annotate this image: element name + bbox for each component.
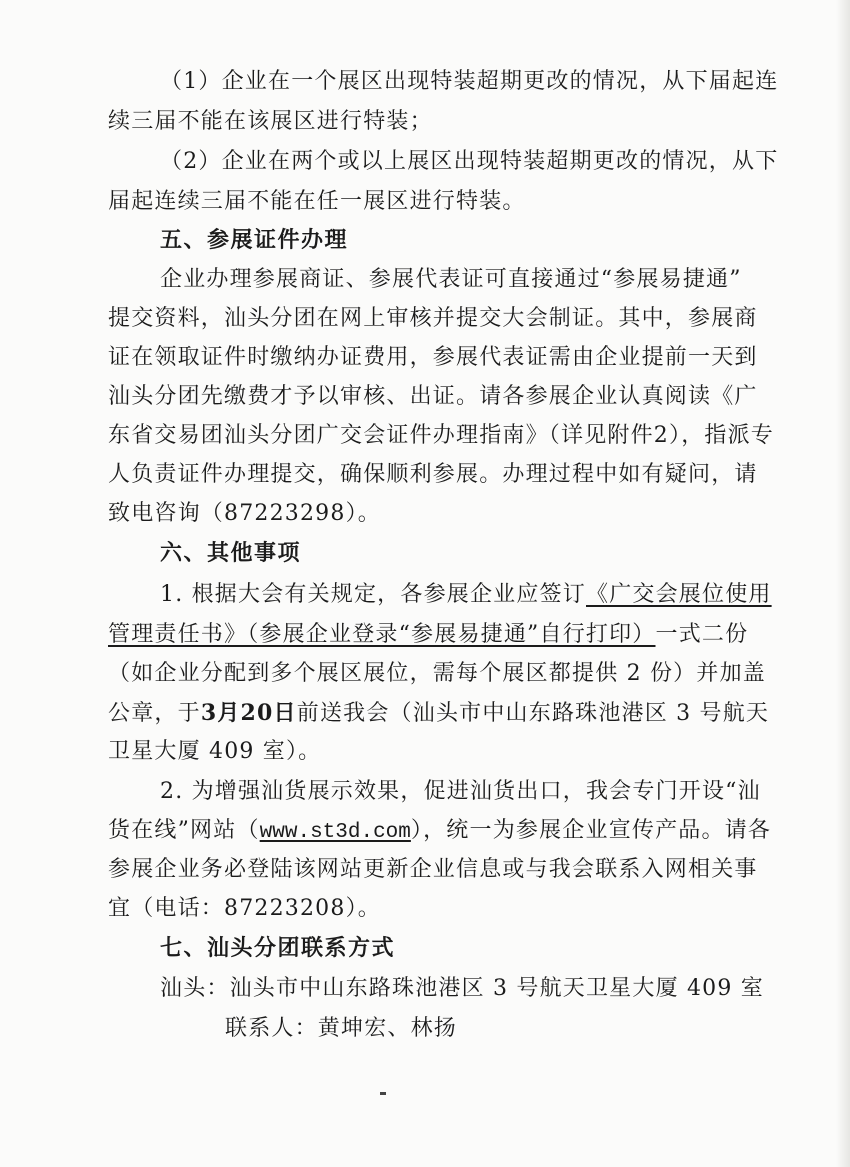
paragraph-line: 提交资料，汕头分团在网上审核并提交大会制证。其中，参展商 (108, 306, 758, 331)
paragraph-line (108, 816, 771, 848)
paragraph-line: 汕头分团先缴费才予以审核、出证。请各参展企业认真阅读《广 (108, 384, 758, 409)
paragraph-line: 卫星大厦 409 室）。 (108, 739, 322, 764)
paragraph-line: （如企业分配到多个展区展位，需每个展区都提供 2 份）并加盖 (108, 661, 766, 686)
text-segment: 1. 根据大会有关规定，各参展企业应签订 (160, 582, 586, 607)
paragraph-line: 参展企业务必登陆该网站更新企业信息或与我会联系入网相关事 (108, 857, 758, 882)
page-mark (380, 1092, 386, 1095)
paragraph-line: 届起连续三届不能在任一展区进行特装。 (108, 189, 526, 214)
contact-persons: 联系人：黄坤宏、林扬 (225, 1016, 458, 1041)
paragraph-line: （1）企业在一个展区出现特装超期更改的情况，从下届起连 (160, 69, 779, 94)
paragraph-line: 人负责证件办理提交，确保顺利参展。办理过程中如有疑问，请 (108, 462, 758, 487)
text-segment: 前送我会（汕头市中山东路珠池港区 3 号航天 (296, 701, 770, 726)
paragraph-line: 2. 为增强汕货展示效果，促进汕货出口，我会专门开设“汕 (160, 779, 761, 804)
paragraph-line: 续三届不能在该展区进行特装； (108, 109, 433, 134)
paragraph-line: 宜（电话：87223208）。 (108, 896, 381, 921)
section-heading-5: 五、参展证件办理 (160, 228, 349, 253)
paragraph-line: （2）企业在两个或以上展区出现特装超期更改的情况，从下 (160, 149, 779, 174)
text-segment: ），统一为参展企业宣传产品。请各 (410, 818, 772, 843)
text-segment: 货在线”网站（ (108, 818, 260, 843)
website-link[interactable]: www.st3d.com (259, 821, 411, 844)
paragraph-line (108, 620, 748, 650)
underlined-document-title: 管理责任书》（参展企业登录“参展易捷通”自行打印） (108, 622, 656, 647)
paragraph-line: 企业办理参展商证、参展代表证可直接通过“参展易捷通” (160, 267, 742, 292)
underlined-document-title: 《广交会展位使用 (586, 582, 772, 607)
section-heading-7: 七、汕头分团联系方式 (160, 936, 396, 961)
paragraph-line: 东省交易团汕头分团广交会证件办理指南》（详见附件2），指派专 (108, 423, 774, 448)
paragraph-line: 证在领取证件时缴纳办证费用，参展代表证需由企业提前一天到 (108, 345, 758, 370)
text-segment: 公章，于 (108, 701, 201, 726)
paragraph-line (160, 580, 772, 610)
paragraph-line (108, 698, 769, 729)
paragraph-line: 致电咨询（87223298）。 (108, 501, 381, 526)
section-heading-6: 六、其他事项 (160, 541, 302, 566)
scan-edge-shadow (836, 0, 850, 1167)
text-segment: 一式二份 (655, 622, 749, 647)
contact-address: 汕头：汕头市中山东路珠池港区 3 号航天卫星大厦 409 室 (160, 976, 764, 1001)
deadline-date: 3月20日 (200, 700, 297, 726)
